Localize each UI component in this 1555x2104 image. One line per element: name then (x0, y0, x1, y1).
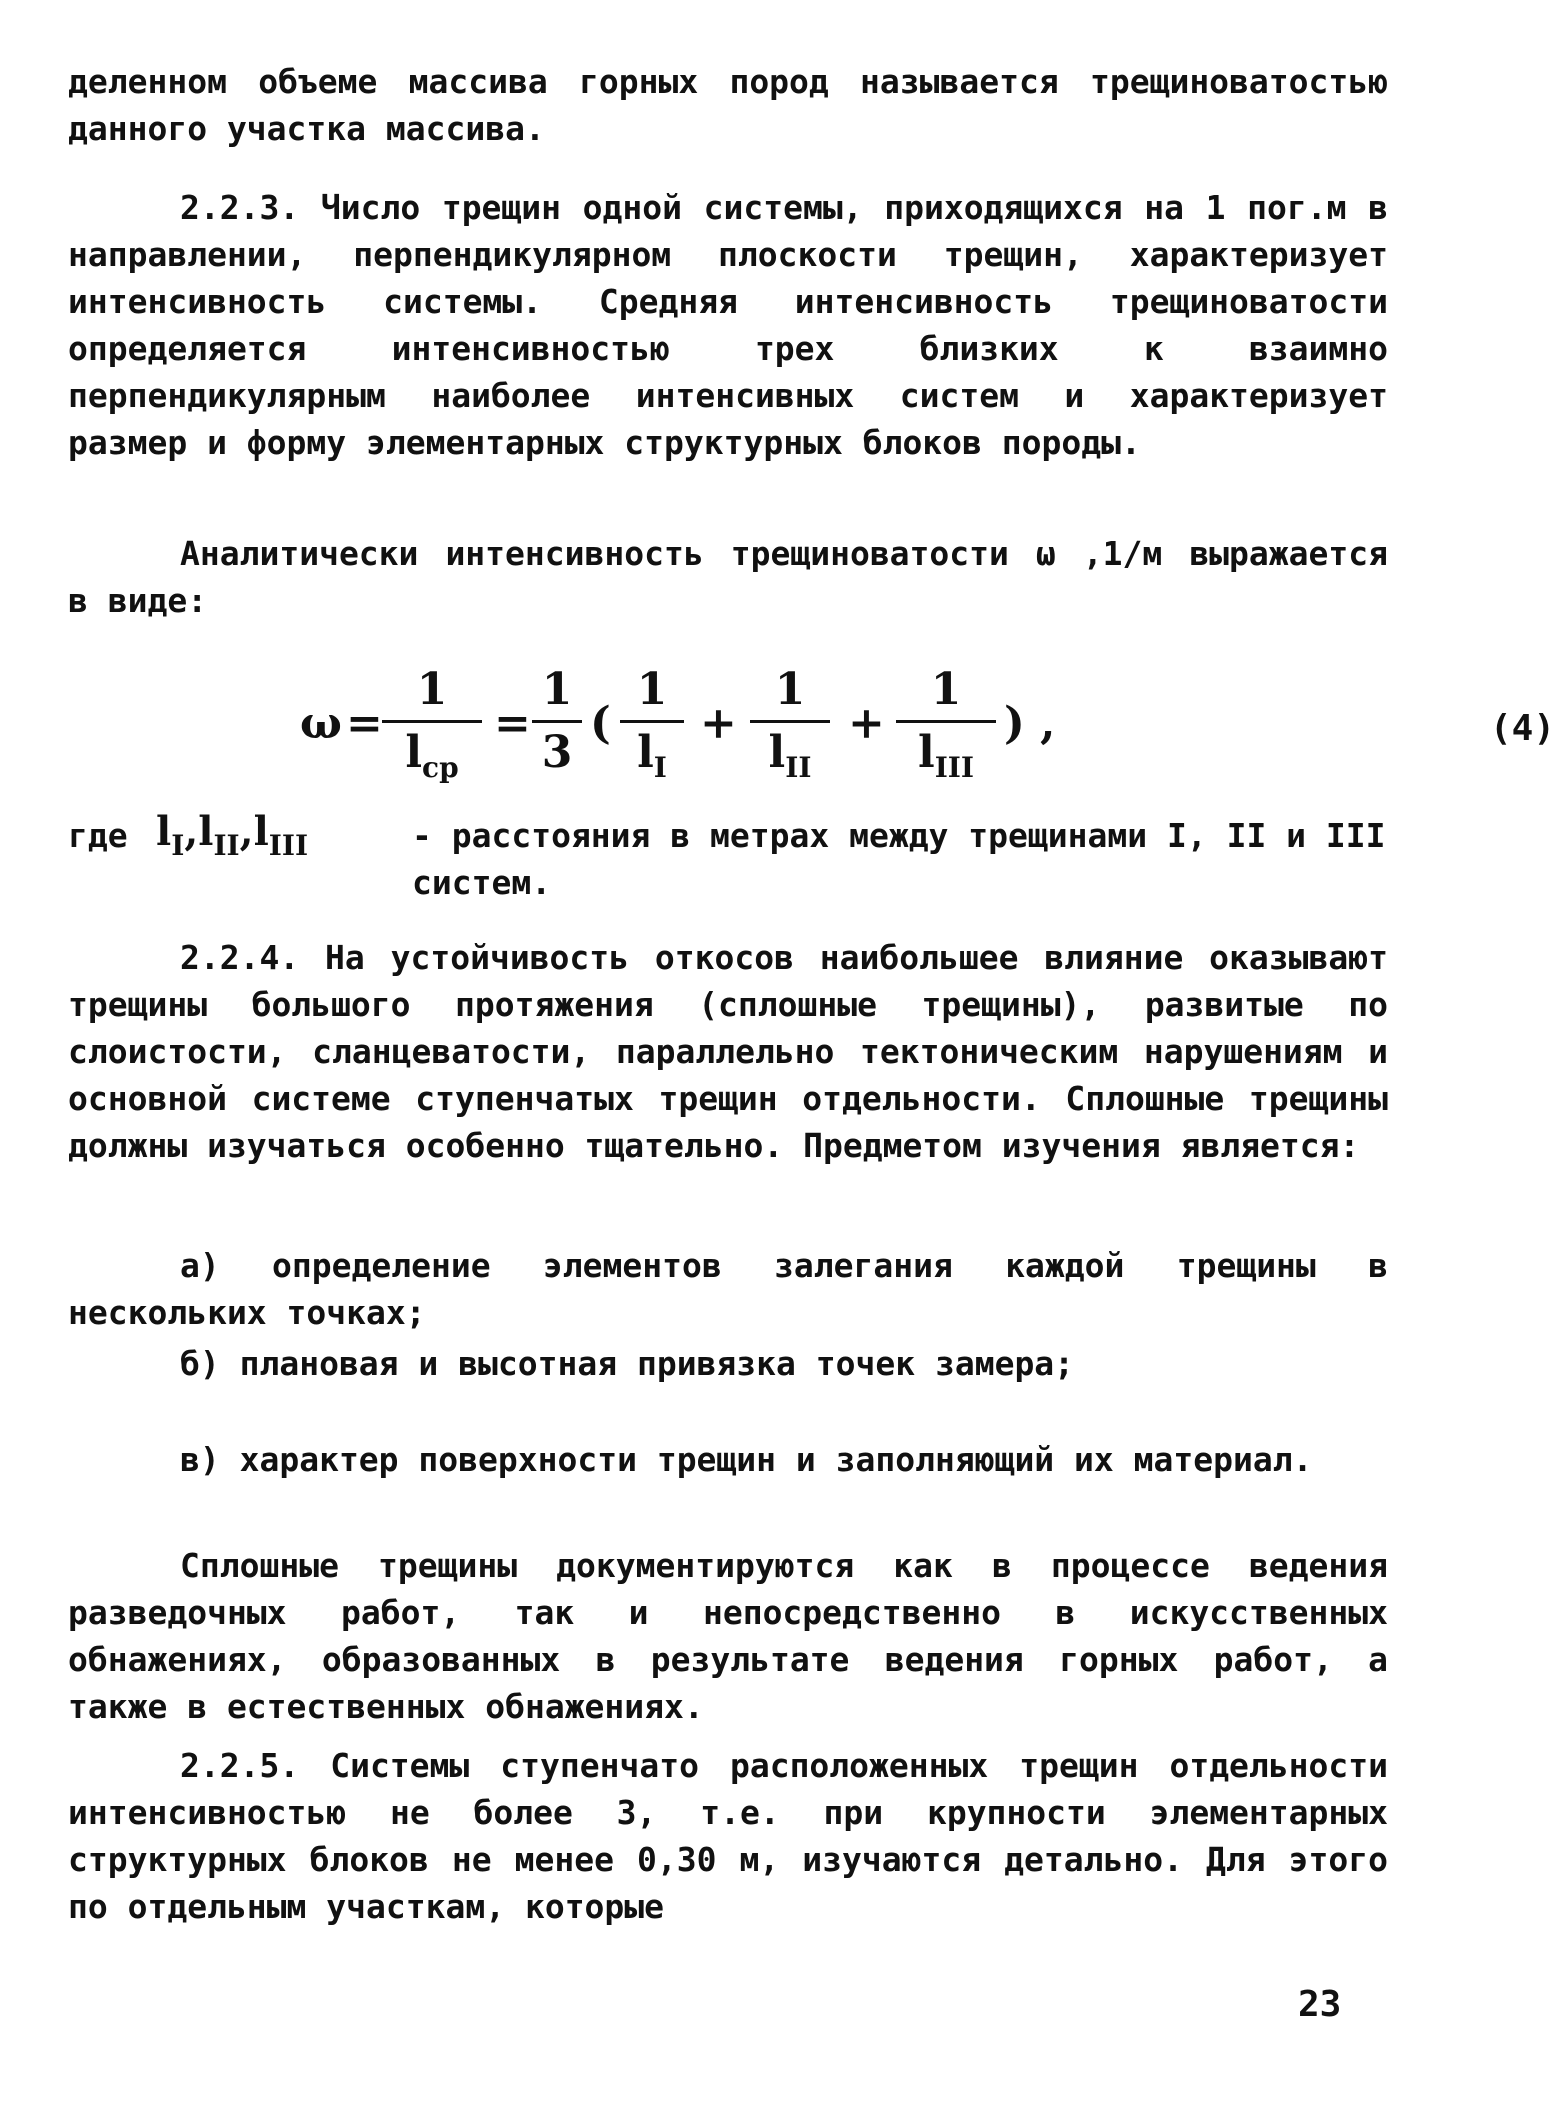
formula-omega: ω (300, 698, 342, 749)
legend-description: - расстояния в метрах между трещинами I, II и III систем. (412, 816, 1386, 902)
paragraph-2-2-4: 2.2.4. На устойчивость откосов наибольшее влияние оказывают трещины большого протяжения (сплошные трещины), развитые по слоистости, сланцеватости, параллельно тектоническим нарушениям и основной системе ступенчатых трещин отдельности. Сплошные трещины должны изучаться особенно тщательно. Предметом изучения является: (68, 938, 1388, 1165)
equation-number: (4) (1490, 708, 1555, 749)
page-number: 23 (1298, 1984, 1342, 2025)
formula-close-paren: ) , (1004, 698, 1056, 749)
formula-plus-1: + (700, 698, 737, 749)
formula-open-paren: ( (590, 698, 611, 749)
paragraph-2-2-3: 2.2.3. Число трещин одной системы, приходящихся на 1 пог.м в направлении, перпендикулярном плоскости трещин, характеризует интенсивность системы. Средняя интенсивность трещиноватости определяется интенсивностью трех близких к взаимно перпендикулярным наиболее интенсивных систем и характеризует размер и форму элементарных структурных блоков породы. (68, 188, 1388, 462)
paragraph-continuation: деленном объеме массива горных пород называется трещиноватостью данного участка массива. (68, 62, 1388, 148)
fraction-l3: 1 $l_{III}$ (896, 664, 996, 779)
formula-plus-2: + (848, 698, 885, 749)
fraction-third: 1 3 (532, 664, 582, 779)
formula-equals: = (346, 698, 383, 749)
list-item-a: а) определение элементов залегания каждой трещины в нескольких точках; (68, 1246, 1388, 1332)
paragraph-continuous-cracks: Сплошные трещины документируются как в процессе ведения разведочных работ, так и непосредственно в искусственных обнажениях, образованных в результате ведения горных работ, а также в естественных обнажениях. (68, 1546, 1388, 1726)
paragraph-2-2-5: 2.2.5. Системы ступенчато расположенных трещин отдельности интенсивностью не более 3, т.е. при крупности элементарных структурных блоков не менее 0,30 м, изучаются детально. Для этого по отдельным участкам, которые (68, 1746, 1388, 1926)
legend-where: где (68, 816, 128, 855)
fraction-l1: 1 $l_I$ (620, 664, 684, 779)
fraction-l2: 1 $l_{II}$ (750, 664, 830, 779)
list-item-b: б) плановая и высотная привязка точек замера; (180, 1344, 1075, 1383)
formula-4 (300, 664, 1555, 794)
paragraph-formula-intro: Аналитически интенсивность трещиноватости ω ,1/м выражается в виде: (68, 534, 1388, 620)
legend-variables: $l_I,l_{II},l_{III}$ (156, 808, 309, 862)
fraction-mean: 1 $l_{ср}$ (382, 664, 482, 779)
formula-equals-2: = (494, 698, 531, 749)
list-item-v: в) характер поверхности трещин и заполняющий их материал. (180, 1440, 1313, 1479)
